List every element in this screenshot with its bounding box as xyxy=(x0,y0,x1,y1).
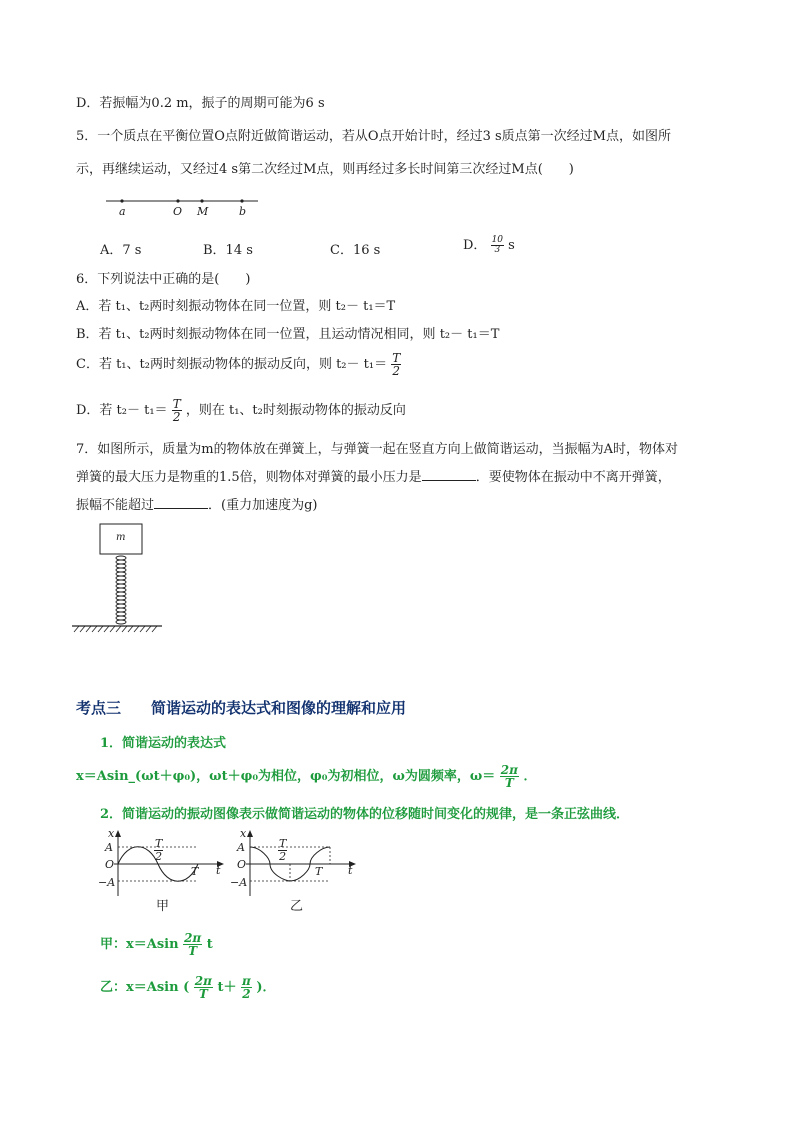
q7-line3-text-post: ．(重力加速度为g) xyxy=(208,498,318,513)
equation-yi-fraction-2 xyxy=(241,975,252,1000)
graph-jia-period-label: T xyxy=(191,865,199,878)
q6-option-d-fraction xyxy=(172,398,182,423)
q5-option-d-denominator: 3 xyxy=(494,245,501,255)
equation-yi-numerator-2: π xyxy=(241,974,251,988)
q5-label-b: b xyxy=(239,205,247,218)
q5-option-d-prefix: D． xyxy=(463,238,487,253)
q6-option-b: B．若 t₁、t₂两时刻振动物体在同一位置，且运动情况相同，则 t₂－ t₁＝T xyxy=(76,327,500,342)
q6-option-a: A．若 t₁、t₂两时刻振动物体在同一位置，则 t₂－ t₁＝T xyxy=(76,299,396,314)
q5-label-m: M xyxy=(197,205,209,218)
graph-jia-x-label: x xyxy=(108,827,115,840)
q5-option-d xyxy=(463,236,515,255)
equation-yi-text-pre: 乙：x＝Asin ( xyxy=(100,980,190,995)
q7-blank-2[interactable] xyxy=(154,496,208,509)
q5-option-c: C．16 s xyxy=(330,243,381,258)
equation-jia xyxy=(100,932,213,957)
graph-yi-a-label: A xyxy=(237,841,245,854)
section-formula-text: x＝Asin_(ωt＋φ₀)，ωt＋φ₀为相位，φ₀为初相位，ω为圆频率，ω＝ xyxy=(76,769,496,784)
q6-option-d-numerator: T xyxy=(172,397,181,411)
graph-caption-jia: 甲 xyxy=(156,899,170,914)
q6-stem: 6．下列说法中正确的是( ) xyxy=(76,272,251,287)
equation-yi-text-post: )． xyxy=(256,980,276,995)
graph-yi-t-label: t xyxy=(348,864,353,877)
graph-jia-a-label: A xyxy=(105,841,113,854)
section-formula-denominator: T xyxy=(504,776,514,790)
q6-option-c-fraction xyxy=(391,352,401,377)
graph-yi-neg-a-label: −A xyxy=(230,876,248,889)
graph-yi-half-period xyxy=(278,838,287,863)
section-title: 考点三 简谐运动的表达式和图像的理解和应用 xyxy=(76,699,407,717)
q6-option-c-text: C．若 t₁、t₂两时刻振动物体的振动反向，则 t₂－ t₁＝ xyxy=(76,357,388,372)
graph-yi-x-label: x xyxy=(240,827,247,840)
q6-option-c xyxy=(76,352,401,377)
equation-yi-text-mid: t＋ xyxy=(217,980,237,995)
equation-jia-fraction xyxy=(183,932,202,957)
equation-yi-numerator-1: 2π xyxy=(194,974,212,988)
equation-yi-denominator-1: T xyxy=(198,987,208,1001)
graph-yi-o-label: O xyxy=(237,858,247,871)
graph-jia-o-label: O xyxy=(105,858,115,871)
q7-blank-1[interactable] xyxy=(422,468,476,481)
graph-yi-period-label: T xyxy=(315,865,323,878)
equation-jia-numerator: 2π xyxy=(184,931,202,945)
graph-jia-neg-a-label: −A xyxy=(98,876,116,889)
q7-line2-text-pre: 弹簧的最大压力是物重的1.5倍，则物体对弹簧的最小压力是 xyxy=(76,470,422,485)
graph-yi-half-period-numerator: T xyxy=(279,837,287,850)
graph-jia-half-period xyxy=(154,838,163,863)
q5-stem-line1: 5．一个质点在平衡位置O点附近做简谐运动，若从O点开始计时，经过3 s质点第一次经过M点，如图所 xyxy=(76,129,671,144)
q6-option-d xyxy=(76,398,406,423)
q5-label-a: a xyxy=(119,205,126,218)
equation-jia-text-post: t xyxy=(206,937,213,952)
graph-jia-t-label: t xyxy=(216,864,221,877)
section-heading-2: 2．简谐运动的振动图像表示做简谐运动的物体的位移随时间变化的规律，是一条正弦曲线． xyxy=(100,807,630,822)
equation-yi xyxy=(100,975,275,1000)
q4-option-d: D．若振幅为0.2 m，振子的周期可能为6 s xyxy=(76,96,325,111)
q7-line3-text-pre: 振幅不能超过 xyxy=(76,498,155,513)
graph-jia-half-period-denominator: 2 xyxy=(155,850,163,863)
q5-option-d-unit: s xyxy=(508,238,515,253)
q6-option-d-denominator: 2 xyxy=(172,410,181,424)
q6-option-d-text-pre: D．若 t₂－ t₁＝ xyxy=(76,403,168,418)
graph-caption-yi: 乙 xyxy=(290,899,304,914)
graph-jia-half-period-numerator: T xyxy=(155,837,163,850)
section-formula-fraction xyxy=(500,764,519,789)
q5-option-a: A．7 s xyxy=(100,243,142,258)
q6-option-c-numerator: T xyxy=(392,351,401,365)
q7-stem-line3 xyxy=(76,496,317,515)
q6-option-c-denominator: 2 xyxy=(392,364,401,378)
q5-option-d-fraction xyxy=(491,236,504,255)
equation-jia-text-pre: 甲：x＝Asin xyxy=(100,937,184,952)
q6-option-d-text-post: ，则在 t₁、t₂时刻振动物体的振动反向 xyxy=(185,403,406,418)
section-heading-1: 1．简谐运动的表达式 xyxy=(100,736,227,751)
graph-yi-half-period-denominator: 2 xyxy=(279,850,287,863)
q5-label-o: O xyxy=(173,205,183,218)
q7-stem-line2 xyxy=(76,468,671,487)
section-formula-numerator: 2π xyxy=(500,763,518,777)
section-formula: x＝Asin_(ωt＋φ₀)，ωt＋φ₀为相位，φ₀为初相位，ω为圆频率，ω＝ $\frac{2\pi}{T}$ ． xyxy=(76,763,537,790)
q7-block-label: m xyxy=(116,532,126,543)
q7-line2-text-post: ．要使物体在振动中不离开弹簧， xyxy=(475,470,671,485)
equation-yi-denominator-2: 2 xyxy=(242,987,251,1001)
q5-stem-line2: 示，再继续运动，又经过4 s第二次经过M点，则再经过多长时间第三次经过M点( ) xyxy=(76,162,574,177)
q5-option-d-numerator: 10 xyxy=(491,235,504,245)
graph-yi xyxy=(230,828,360,898)
equation-jia-denominator: T xyxy=(188,944,198,958)
q7-stem-line1: 7．如图所示，质量为m的物体放在弹簧上，与弹簧一起在竖直方向上做简谐运动，当振幅为A时，物体对 xyxy=(76,442,678,457)
equation-yi-fraction-1 xyxy=(194,975,213,1000)
q5-option-b: B．14 s xyxy=(203,243,253,258)
